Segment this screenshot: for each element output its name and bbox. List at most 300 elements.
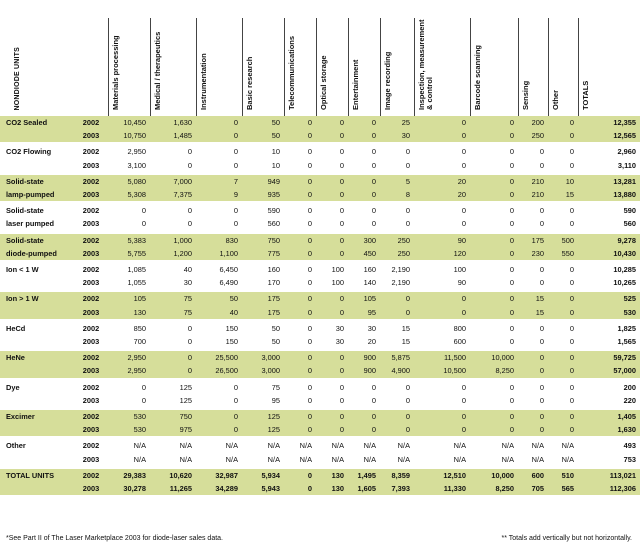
column-divider <box>284 18 285 116</box>
table-row <box>0 159 640 172</box>
value-cell: 0 <box>380 292 414 305</box>
value-cell: 1,495 <box>348 469 380 482</box>
value-cell: 0 <box>196 129 242 142</box>
value-cell: 100 <box>414 263 470 276</box>
value-cell: 0 <box>414 217 470 230</box>
year-cell: 2002 <box>74 322 108 335</box>
value-cell: 10,620 <box>150 469 196 482</box>
column-divider <box>470 18 471 116</box>
row-label <box>0 276 74 289</box>
value-cell: 0 <box>150 217 196 230</box>
value-cell: 250 <box>518 129 548 142</box>
value-cell: 0 <box>284 335 316 348</box>
value-cell: 0 <box>316 247 348 260</box>
value-cell: 2,950 <box>108 364 150 377</box>
value-cell: 0 <box>284 410 316 423</box>
value-cell: 450 <box>348 247 380 260</box>
value-cell: 0 <box>348 381 380 394</box>
value-cell: 250 <box>380 247 414 260</box>
value-cell: 0 <box>284 394 316 407</box>
value-cell: 0 <box>284 306 316 319</box>
total-cell: 2,960 <box>578 145 640 158</box>
value-cell: 0 <box>196 204 242 217</box>
value-cell: 11,265 <box>150 482 196 495</box>
column-header: Basic research <box>245 56 254 110</box>
value-cell: N/A <box>150 439 196 452</box>
value-cell: 0 <box>196 116 242 129</box>
total-cell: 10,265 <box>578 276 640 289</box>
table-row <box>0 351 640 364</box>
value-cell: 170 <box>242 276 284 289</box>
total-cell: 12,565 <box>578 129 640 142</box>
value-cell: 0 <box>380 394 414 407</box>
total-cell: 525 <box>578 292 640 305</box>
value-cell: 2,190 <box>380 263 414 276</box>
value-cell: 90 <box>414 276 470 289</box>
value-cell: 50 <box>196 292 242 305</box>
value-cell: 7 <box>196 175 242 188</box>
value-cell: 2,950 <box>108 351 150 364</box>
value-cell: 32,987 <box>196 469 242 482</box>
value-cell: 0 <box>470 322 518 335</box>
total-cell: 10,285 <box>578 263 640 276</box>
value-cell: 0 <box>284 322 316 335</box>
value-cell: 0 <box>108 394 150 407</box>
value-cell: 2,950 <box>108 145 150 158</box>
value-cell: 0 <box>470 292 518 305</box>
value-cell: 0 <box>150 204 196 217</box>
value-cell: 0 <box>518 322 548 335</box>
year-cell: 2003 <box>74 394 108 407</box>
value-cell: 125 <box>242 423 284 436</box>
year-cell: 2003 <box>74 247 108 260</box>
value-cell: N/A <box>108 453 150 466</box>
table-row <box>0 175 640 188</box>
row-header-label: NONDIODE UNITS <box>14 46 21 110</box>
total-cell: 10,430 <box>578 247 640 260</box>
value-cell: 0 <box>284 423 316 436</box>
value-cell: 0 <box>284 482 316 495</box>
value-cell: N/A <box>470 439 518 452</box>
value-cell: 0 <box>284 159 316 172</box>
table-row <box>0 306 640 319</box>
value-cell: 0 <box>316 217 348 230</box>
value-cell: 75 <box>242 381 284 394</box>
value-cell: 750 <box>242 234 284 247</box>
total-cell: 1,825 <box>578 322 640 335</box>
value-cell: 0 <box>470 394 518 407</box>
total-cell: 9,278 <box>578 234 640 247</box>
value-cell: 175 <box>242 292 284 305</box>
value-cell: 0 <box>150 145 196 158</box>
row-label: TOTAL UNITS <box>0 469 74 482</box>
value-cell: 975 <box>150 423 196 436</box>
value-cell: 0 <box>414 381 470 394</box>
value-cell: 15 <box>518 292 548 305</box>
value-cell: 9 <box>196 188 242 201</box>
value-cell: 0 <box>284 204 316 217</box>
value-cell: 95 <box>348 306 380 319</box>
value-cell: 10,000 <box>470 469 518 482</box>
value-cell: 0 <box>470 116 518 129</box>
value-cell: 29,383 <box>108 469 150 482</box>
value-cell: 775 <box>242 247 284 260</box>
total-cell: 753 <box>578 453 640 466</box>
value-cell: 0 <box>470 175 518 188</box>
value-cell: 0 <box>470 188 518 201</box>
row-label: diode-pumped <box>0 247 74 260</box>
value-cell: 0 <box>548 145 578 158</box>
value-cell: 1,605 <box>348 482 380 495</box>
value-cell: 0 <box>470 204 518 217</box>
value-cell: 0 <box>380 410 414 423</box>
value-cell: 0 <box>470 145 518 158</box>
value-cell: 530 <box>108 423 150 436</box>
total-cell: 1,405 <box>578 410 640 423</box>
value-cell: N/A <box>150 453 196 466</box>
value-cell: 30 <box>316 322 348 335</box>
year-cell: 2003 <box>74 423 108 436</box>
value-cell: 5,383 <box>108 234 150 247</box>
value-cell: 95 <box>242 394 284 407</box>
table-row <box>0 410 640 423</box>
value-cell: 0 <box>348 217 380 230</box>
value-cell: 7,375 <box>150 188 196 201</box>
value-cell: 3,100 <box>108 159 150 172</box>
value-cell: 125 <box>150 394 196 407</box>
value-cell: 20 <box>348 335 380 348</box>
column-divider <box>348 18 349 116</box>
value-cell: 0 <box>548 335 578 348</box>
value-cell: 0 <box>284 351 316 364</box>
value-cell: 700 <box>108 335 150 348</box>
year-cell: 2002 <box>74 234 108 247</box>
value-cell: N/A <box>196 439 242 452</box>
value-cell: 0 <box>548 204 578 217</box>
column-divider <box>242 18 243 116</box>
value-cell: N/A <box>380 439 414 452</box>
value-cell: 565 <box>548 482 578 495</box>
value-cell: 125 <box>242 410 284 423</box>
year-cell: 2002 <box>74 175 108 188</box>
value-cell: 750 <box>150 410 196 423</box>
value-cell: 12,510 <box>414 469 470 482</box>
value-cell: 1,055 <box>108 276 150 289</box>
value-cell: 0 <box>518 276 548 289</box>
value-cell: 0 <box>470 129 518 142</box>
value-cell: 10,500 <box>414 364 470 377</box>
value-cell: 0 <box>548 276 578 289</box>
value-cell: 5,755 <box>108 247 150 260</box>
row-label <box>0 482 74 495</box>
value-cell: 0 <box>470 410 518 423</box>
value-cell: 800 <box>414 322 470 335</box>
value-cell: 0 <box>284 263 316 276</box>
year-cell: 2002 <box>74 292 108 305</box>
column-header: Materials processing <box>111 35 120 110</box>
value-cell: 0 <box>380 306 414 319</box>
row-label <box>0 453 74 466</box>
value-cell: 130 <box>316 469 348 482</box>
value-cell: 1,085 <box>108 263 150 276</box>
year-cell: 2002 <box>74 351 108 364</box>
value-cell: 100 <box>316 263 348 276</box>
value-cell: 20 <box>414 175 470 188</box>
value-cell: 0 <box>518 204 548 217</box>
value-cell: 5,875 <box>380 351 414 364</box>
value-cell: 0 <box>150 335 196 348</box>
value-cell: 0 <box>284 381 316 394</box>
value-cell: 0 <box>470 423 518 436</box>
value-cell: 0 <box>518 351 548 364</box>
value-cell: 105 <box>348 292 380 305</box>
row-label <box>0 159 74 172</box>
value-cell: 0 <box>414 394 470 407</box>
table-row <box>0 482 640 495</box>
total-cell: 1,630 <box>578 423 640 436</box>
column-header: Image recording <box>383 51 392 110</box>
value-cell: 0 <box>196 423 242 436</box>
value-cell: 0 <box>284 234 316 247</box>
column-divider <box>108 18 109 116</box>
value-cell: 0 <box>316 129 348 142</box>
footnote-right: ** Totals add vertically but not horizontally. <box>501 535 632 542</box>
value-cell: 0 <box>108 217 150 230</box>
value-cell: 0 <box>284 129 316 142</box>
year-cell: 2002 <box>74 381 108 394</box>
value-cell: 850 <box>108 322 150 335</box>
value-cell: 0 <box>316 292 348 305</box>
value-cell: 0 <box>284 292 316 305</box>
table-row <box>0 263 640 276</box>
total-cell: 200 <box>578 381 640 394</box>
value-cell: 0 <box>518 217 548 230</box>
value-cell: 10 <box>548 175 578 188</box>
value-cell: 150 <box>196 322 242 335</box>
value-cell: 0 <box>470 217 518 230</box>
value-cell: 0 <box>380 145 414 158</box>
column-header: Sensing <box>521 80 530 110</box>
value-cell: 175 <box>518 234 548 247</box>
value-cell: 0 <box>548 217 578 230</box>
value-cell: 1,200 <box>150 247 196 260</box>
value-cell: 25,500 <box>196 351 242 364</box>
value-cell: 0 <box>470 276 518 289</box>
value-cell: 0 <box>414 423 470 436</box>
value-cell: 705 <box>518 482 548 495</box>
value-cell: 0 <box>548 306 578 319</box>
value-cell: 935 <box>242 188 284 201</box>
value-cell: 11,500 <box>414 351 470 364</box>
value-cell: 7,000 <box>150 175 196 188</box>
row-label: lamp-pumped <box>0 188 74 201</box>
value-cell: 90 <box>414 234 470 247</box>
row-label <box>0 129 74 142</box>
value-cell: 0 <box>380 159 414 172</box>
table-row <box>0 129 640 142</box>
total-cell: 13,281 <box>578 175 640 188</box>
value-cell: 0 <box>316 188 348 201</box>
column-header: Inspection, measurement & control <box>417 19 434 110</box>
year-cell: 2003 <box>74 453 108 466</box>
value-cell: N/A <box>348 439 380 452</box>
value-cell: 75 <box>150 306 196 319</box>
total-cell: 220 <box>578 394 640 407</box>
value-cell: 0 <box>548 381 578 394</box>
table-row <box>0 364 640 377</box>
value-cell: 100 <box>316 276 348 289</box>
value-cell: 0 <box>518 263 548 276</box>
value-cell: 25 <box>380 116 414 129</box>
value-cell: 560 <box>242 217 284 230</box>
year-cell: 2003 <box>74 364 108 377</box>
value-cell: 0 <box>548 423 578 436</box>
row-label <box>0 423 74 436</box>
total-cell: 113,021 <box>578 469 640 482</box>
value-cell: 0 <box>284 175 316 188</box>
row-label <box>0 364 74 377</box>
value-cell: 0 <box>284 276 316 289</box>
value-cell: 0 <box>380 204 414 217</box>
value-cell: N/A <box>380 453 414 466</box>
table-row <box>0 247 640 260</box>
value-cell: N/A <box>316 439 348 452</box>
value-cell: 600 <box>518 469 548 482</box>
value-cell: 0 <box>150 364 196 377</box>
value-cell: 0 <box>348 145 380 158</box>
value-cell: 0 <box>316 423 348 436</box>
value-cell: 0 <box>548 410 578 423</box>
column-header: Instrumentation <box>199 53 208 110</box>
value-cell: N/A <box>414 453 470 466</box>
value-cell: 0 <box>414 116 470 129</box>
value-cell: 0 <box>196 217 242 230</box>
value-cell: 10,750 <box>108 129 150 142</box>
year-cell: 2003 <box>74 217 108 230</box>
value-cell: 0 <box>284 364 316 377</box>
value-cell: 0 <box>348 129 380 142</box>
value-cell: 0 <box>348 204 380 217</box>
value-cell: 5 <box>380 175 414 188</box>
value-cell: 6,490 <box>196 276 242 289</box>
year-cell: 2003 <box>74 306 108 319</box>
value-cell: 0 <box>316 364 348 377</box>
column-divider <box>150 18 151 116</box>
value-cell: 130 <box>108 306 150 319</box>
row-label: Solid-state <box>0 234 74 247</box>
value-cell: 0 <box>518 394 548 407</box>
table-row <box>0 234 640 247</box>
year-cell: 2002 <box>74 263 108 276</box>
total-cell: 112,306 <box>578 482 640 495</box>
value-cell: 7,393 <box>380 482 414 495</box>
laser-sales-table <box>0 116 640 495</box>
value-cell: 5,943 <box>242 482 284 495</box>
value-cell: 0 <box>414 145 470 158</box>
value-cell: 830 <box>196 234 242 247</box>
column-divider <box>414 18 415 116</box>
value-cell: 175 <box>242 306 284 319</box>
value-cell: 0 <box>518 410 548 423</box>
value-cell: 210 <box>518 188 548 201</box>
table-row <box>0 145 640 158</box>
value-cell: 0 <box>470 381 518 394</box>
row-label <box>0 306 74 319</box>
table-row <box>0 335 640 348</box>
value-cell: 0 <box>380 381 414 394</box>
column-header: Other <box>551 89 560 110</box>
row-label: Solid-state <box>0 204 74 217</box>
value-cell: 0 <box>316 175 348 188</box>
total-cell: 57,000 <box>578 364 640 377</box>
value-cell: 50 <box>242 335 284 348</box>
total-cell: 3,110 <box>578 159 640 172</box>
value-cell: 0 <box>348 394 380 407</box>
column-header: Barcode scanning <box>473 44 482 110</box>
column-header: Optical storage <box>319 55 328 110</box>
table-row <box>0 217 640 230</box>
table-row <box>0 394 640 407</box>
value-cell: 0 <box>548 129 578 142</box>
value-cell: 26,500 <box>196 364 242 377</box>
total-cell: 59,725 <box>578 351 640 364</box>
value-cell: 230 <box>518 247 548 260</box>
value-cell: 1,485 <box>150 129 196 142</box>
value-cell: 0 <box>414 306 470 319</box>
year-cell: 2003 <box>74 482 108 495</box>
value-cell: 0 <box>518 423 548 436</box>
value-cell: N/A <box>470 453 518 466</box>
column-divider <box>518 18 519 116</box>
row-label: Other <box>0 439 74 452</box>
value-cell: 0 <box>108 204 150 217</box>
value-cell: 0 <box>316 410 348 423</box>
value-cell: 15 <box>380 335 414 348</box>
value-cell: 0 <box>348 423 380 436</box>
value-cell: N/A <box>518 453 548 466</box>
value-cell: 510 <box>548 469 578 482</box>
value-cell: N/A <box>108 439 150 452</box>
value-cell: 160 <box>242 263 284 276</box>
value-cell: 0 <box>414 204 470 217</box>
value-cell: 30 <box>348 322 380 335</box>
row-label: Ion > 1 W <box>0 292 74 305</box>
value-cell: 900 <box>348 351 380 364</box>
value-cell: 40 <box>150 263 196 276</box>
column-header: Medical / therapeutics <box>153 31 162 110</box>
value-cell: 0 <box>348 159 380 172</box>
value-cell: 949 <box>242 175 284 188</box>
value-cell: 0 <box>348 175 380 188</box>
year-cell: 2003 <box>74 335 108 348</box>
value-cell: 0 <box>196 381 242 394</box>
value-cell: 0 <box>316 204 348 217</box>
value-cell: 11,330 <box>414 482 470 495</box>
value-cell: 0 <box>548 292 578 305</box>
table-row <box>0 276 640 289</box>
value-cell: 75 <box>150 292 196 305</box>
value-cell: 5,308 <box>108 188 150 201</box>
total-cell: 530 <box>578 306 640 319</box>
table-row <box>0 116 640 129</box>
row-label: CO2 Flowing <box>0 145 74 158</box>
value-cell: 8 <box>380 188 414 201</box>
value-cell: 10 <box>242 145 284 158</box>
value-cell: 0 <box>284 469 316 482</box>
value-cell: 590 <box>242 204 284 217</box>
value-cell: 0 <box>470 159 518 172</box>
value-cell: 0 <box>518 381 548 394</box>
